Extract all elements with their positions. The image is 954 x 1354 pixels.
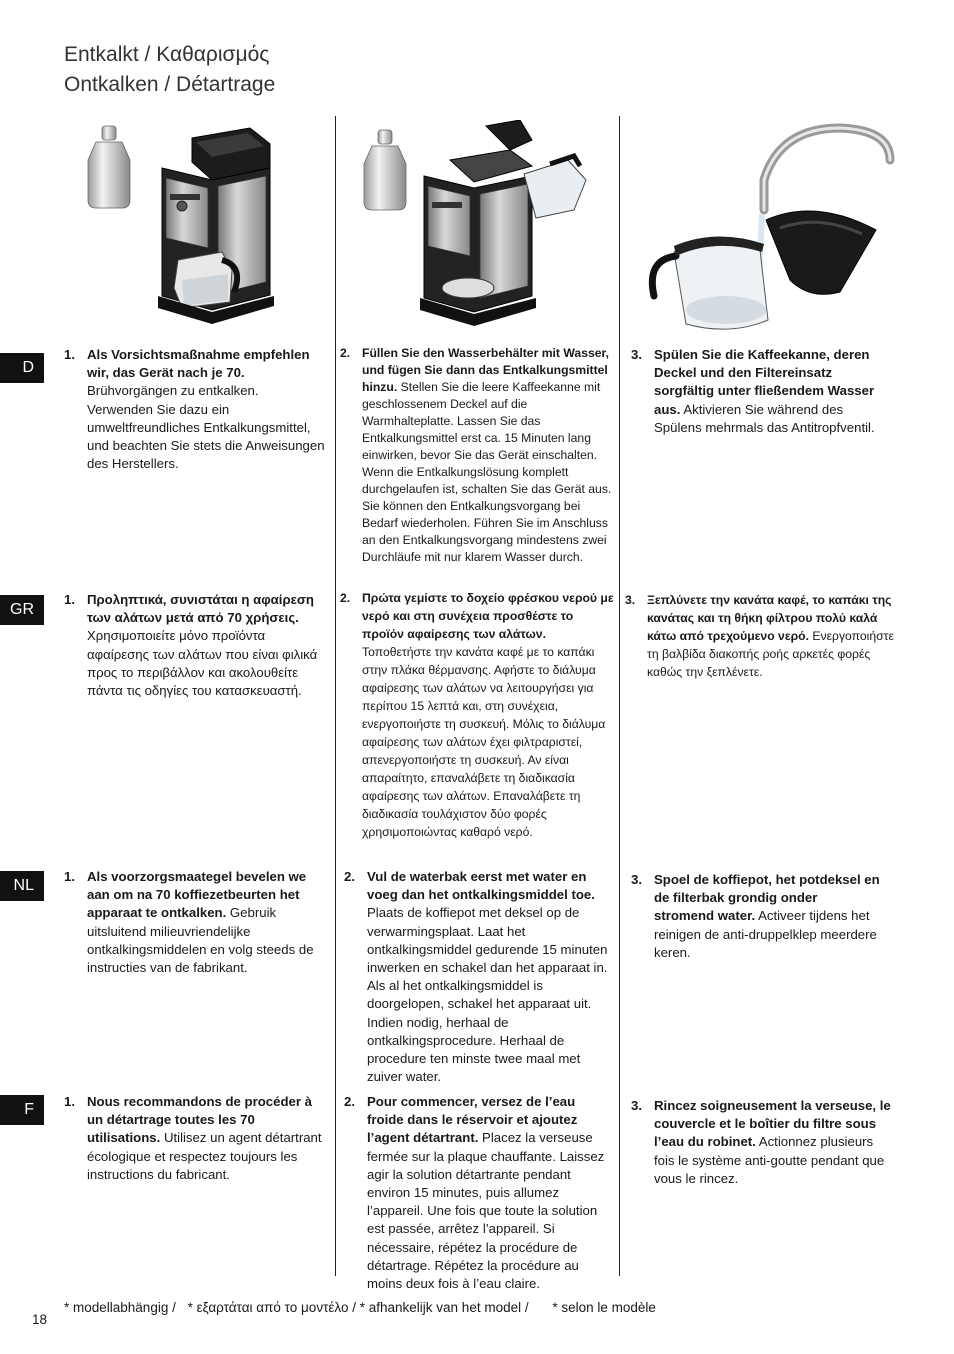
step-text: Χρησιμοποιείτε μόνο προϊόντα αφαίρεσης των αλάτων που είναι φιλικά προς το περιβάλλον και ακολουθείτε πάντα τις οδηγίες του κατασκευαστή. [87, 628, 318, 699]
footnote-d: * modellabhängig [64, 1300, 169, 1315]
step-f-3 [631, 1097, 893, 1188]
step-gr-3 [625, 591, 907, 681]
language-tab-f: F [0, 1095, 44, 1125]
step-bold-text: Als Vorsichtsmaßnahme empfehlen wir, das Gerät nach je 70. [87, 347, 310, 381]
column-divider-2 [619, 116, 620, 1276]
step-bold-text: Spoel de koffiepot, het potdeksel en de filterbak grondig onder stromend water. [654, 872, 880, 924]
step-number: 2. [340, 591, 351, 605]
coffee-machine-filling-water-icon [360, 120, 600, 342]
column-divider-1 [335, 116, 336, 1276]
footnote-separator: / [348, 1300, 360, 1315]
language-tab-nl: NL [0, 871, 44, 901]
step-bold-text: Als voorzorgsmaategel bevelen we aan om na 70 koffiezetbeurten het apparaat te ontkalken. [87, 869, 307, 921]
step-number: 1. [64, 869, 75, 884]
step-nl-2 [344, 868, 612, 1086]
step-text: Placez la verseuse fermée sur la plaque chauffante. Laissez agir la solution détartrante pendant environ 15 minutes, puis allumez l’appareil. Une fois que toute la solution est passée, arrêtez l’appareil. Si nécessaire, répétez la procédure de détartrage. Répétez la procédure au moins deux fois à l’eau claire. [367, 1130, 605, 1292]
step-number: 2. [344, 1094, 355, 1109]
step-bold-text: Ξεπλύνετε την κανάτα καφέ, το καπάκι της κανάτας και τη θήκη φίλτρου πολύ καλά κάτω από τρεχούμενο νερό. [647, 593, 892, 643]
step-number: 2. [340, 346, 351, 360]
step-number: 1. [64, 592, 75, 607]
footnote [64, 1300, 656, 1315]
footnote-separator: / [168, 1300, 180, 1315]
step-d-3 [631, 346, 893, 437]
step-text: Actionnez plusieurs fois le système anti-goutte pendant que vous le rincez. [654, 1134, 885, 1186]
step-nl-3 [631, 871, 881, 962]
step-text: Plaats de koffiepot met deksel op de verwarmingsplaat. Laat het ontkalkingsmiddel gedurende 15 minuten inwerken en schakel dan het apparaat in. Als al het ontkalkingsmiddel is doorgelopen, schakel het apparaat uit. Indien nodig, herhaal de ontkalkingsprocedure. Herhaal de procedure ten minste twee maal met zuiver water. [367, 905, 608, 1085]
step-text: Stellen Sie die leere Kaffeekanne mit geschlossenem Deckel auf die Warmhalteplatte. Lassen Sie das Entkalkungsmittel erst ca. 15 Minuten lang einwirken, bevor Sie das Gerät einschalten. Wenn die Entkalkungslösung komplett durchgelaufen ist, schalten Sie das Gerät aus. Sie können den Entkalkungsvorgang bei Bedarf wiederholen. Führen Sie im Anschluss an den Entkalkungsvorgang mindestens zwei Durchläufe mit nur klarem Wasser durch. [362, 380, 612, 564]
language-tab-gr: GR [0, 595, 44, 625]
step-text: Gebruik uitsluitend milieuvriendelijke ontkalkingsmiddelen en volg steeds de instructies van de fabrikant. [87, 905, 314, 976]
step-gr-2 [340, 589, 616, 841]
rinsing-carafe-under-tap-icon [640, 120, 896, 342]
step-text: Activeer tijdens het reinigen de anti-druppelklep meerdere keren. [654, 908, 877, 960]
step-bold-text: Nous recommandons de procéder à un détartrage toutes les 70 utilisations. [87, 1094, 312, 1146]
step-text: Ενεργοποιήστε τη βαλβίδα διακοπής ροής αρκετές φορές καθώς την ξεπλένετε. [647, 629, 894, 679]
step-number: 3. [631, 347, 642, 362]
step-bold-text: Spülen Sie die Kaffeekanne, deren Deckel und den Filtereinsatz sorgfältig unter fließendem Wasser aus. [654, 347, 875, 417]
step-bold-text: Füllen Sie den Wasserbehälter mit Wasser, und fügen Sie dann das Entkalkungsmittel hinzu. [362, 346, 609, 394]
page-number: 18 [32, 1312, 48, 1327]
page-title-line-1: Entkalkt / Καθαρισμός [64, 43, 270, 66]
step-number: 3. [625, 593, 636, 607]
language-tab-d: D [0, 353, 44, 383]
step-text: Brühvorgängen zu entkalken. Verwenden Sie dazu ein umweltfreundliches Entkalkungsmittel, und beachten Sie stets die Anweisungen des Herstellers. [87, 383, 325, 472]
step-nl-1 [64, 868, 326, 977]
step-bold-text: Rincez soigneusement la verseuse, le couvercle et le boîtier du filtre sous l’eau du robinet. [654, 1098, 891, 1150]
step-text: Utilisez un agent détartrant écologique et respectez toujours les instructions du fabricant. [87, 1130, 322, 1182]
step-f-1 [64, 1093, 326, 1184]
coffee-machine-with-descaler-icon [82, 120, 302, 342]
page-title-line-2: Ontkalken / Détartrage [64, 73, 276, 96]
footnote-f: * selon le modèle [552, 1300, 656, 1315]
step-number: 1. [64, 1094, 75, 1109]
step-number: 2. [344, 869, 355, 884]
step-text: Aktivieren Sie während des Spülens mehrmals das Antitropfventil. [654, 401, 875, 435]
footnote-nl: * afhankelijk van het model [359, 1300, 522, 1315]
step-number: 3. [631, 1098, 642, 1113]
step-f-2 [344, 1093, 612, 1293]
footnote-separator: / [521, 1300, 533, 1315]
step-bold-text: Προληπτικά, συνιστάται η αφαίρεση των αλάτων μετά από 70 χρήσεις. [87, 592, 314, 626]
step-text: Τοποθετήστε την κανάτα καφέ με το καπάκι στην πλάκα θέρμανσης. Αφήστε το διάλυμα αφαίρεσης των αλάτων να λειτουργήσει για περίπου 15 λεπτά και, στη συνέχεια, ενεργοποιήστε τη συσκευή. Μόλις το διάλυμα αφαίρεσης των αλάτων έχει φιλτραριστεί, απενεργοποιήστε τη συσκευή. Αν είναι απαραίτητο, επαναλάβετε τη διαδικασία αφαίρεσης των αλάτων. Επαναλάβετε τη διαδικασία τουλάχιστον δύο φορές χρησιμοποιώντας καθαρό νερό. [362, 645, 606, 839]
step-bold-text: Vul de waterbak eerst met water en voeg dan het ontkalkingsmiddel toe. [367, 869, 595, 903]
page-title [64, 40, 275, 100]
step-number: 1. [64, 347, 75, 362]
step-d-1 [64, 346, 326, 473]
step-d-2 [340, 345, 616, 566]
footnote-gr: * εξαρτάται από το μοντέλο [187, 1300, 349, 1315]
step-bold-text: Πρώτα γεμίστε το δοχείο φρέσκου νερού με νερό και στη συνέχεια προσθέστε το προϊόν αφαίρεσης των αλάτων. [362, 591, 614, 641]
step-bold-text: Pour commencer, versez de l’eau froide dans le réservoir et ajoutez l’agent détartrant. [367, 1094, 578, 1146]
step-number: 3. [631, 872, 642, 887]
step-gr-1 [64, 591, 326, 700]
